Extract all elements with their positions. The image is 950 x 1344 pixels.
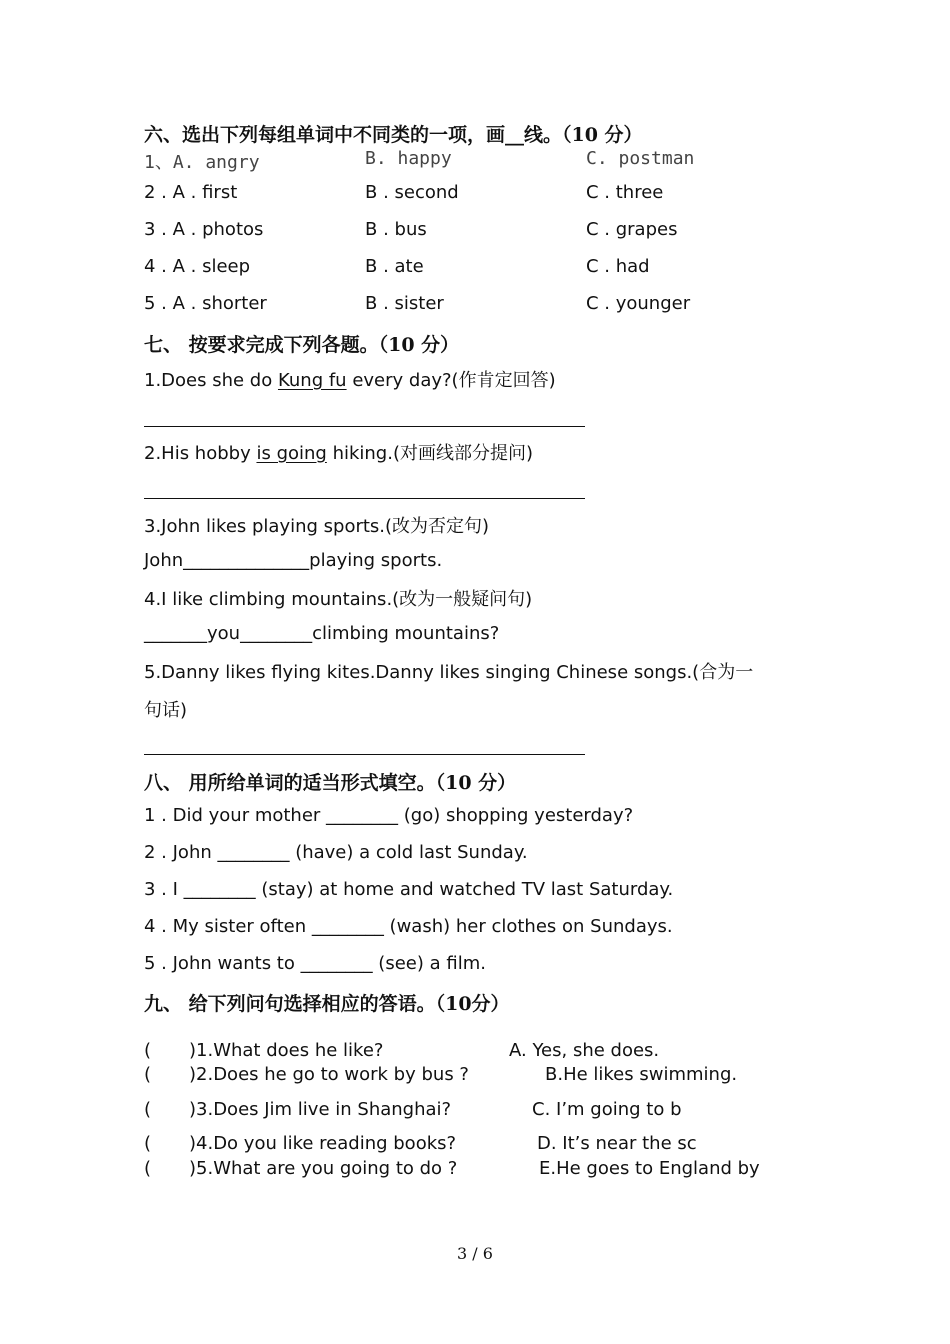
s8-item1: 1 . Did your mother ________ (go) shopping yesterday? [144,805,634,826]
s7-q1-pre: 1.Does she do [144,370,278,391]
section6-title: 六、选出下列每组单词中不同类的一项，画__线。（10 分） [144,124,643,146]
s7-q2 [144,439,533,465]
s7-q1-answer-line[interactable] [144,426,585,427]
s7-q5-line1: 5.Danny likes flying kites.Danny likes singing Chinese songs.(合为一 [144,662,754,683]
s9-row4-paren[interactable]: ( [144,1133,152,1154]
s7-q1 [144,366,556,392]
s9-row2-question: )2.Does he go to work by bus ? [189,1064,469,1085]
s9-row5-question: )5.What are you going to do ? [189,1158,458,1179]
s6-row3-b: B . bus [365,219,427,240]
s6-row1-a: 1、A. angry [144,152,260,173]
s9-row1-paren[interactable]: ( [144,1040,152,1061]
s9-row2-answer: B.He likes swimming. [545,1064,738,1085]
section9-title: 九、 给下列问句选择相应的答语。（10分） [144,993,510,1015]
s7-q4: 4.I like climbing mountains.(改为一般疑问句) [144,589,533,610]
s7-q1-post: every day?(作肯定回答) [346,370,556,391]
s7-q3: 3.John likes playing sports.(改为否定句) [144,516,490,537]
s8-item5: 5 . John wants to ________ (see) a film. [144,953,486,974]
s9-row5-answer: E.He goes to England by [539,1158,760,1179]
s9-row3-answer: C. I’m going to b [532,1099,682,1120]
s6-row2-c: C . three [586,182,664,203]
s7-q2-answer-line[interactable] [144,498,585,499]
s8-item4: 4 . My sister often ________ (wash) her clothes on Sundays. [144,916,673,937]
s9-row2-paren[interactable]: ( [144,1064,152,1085]
s7-q2-pre: 2.His hobby [144,443,257,464]
s9-row1-question: )1.What does he like? [189,1040,384,1061]
s9-row4-question: )4.Do you like reading books? [189,1133,457,1154]
s7-q4-answer[interactable]: _______you________climbing mountains? [144,623,500,644]
section8-title: 八、 用所给单词的适当形式填空。（10 分） [144,772,517,794]
s6-row1-c: C. postman [586,148,695,169]
s6-row2-a: 2 . A . first [144,182,238,203]
s8-item3: 3 . I ________ (stay) at home and watched TV last Saturday. [144,879,674,900]
s7-q2-underlined: is going [256,443,327,464]
s9-row3-paren[interactable]: ( [144,1099,152,1120]
s7-q3-answer[interactable]: John______________playing sports. [144,550,443,571]
s9-row4-answer: D. It’s near the sc [537,1133,697,1154]
s6-row1-b: B. happy [365,148,452,169]
s6-row5-a: 5 . A . shorter [144,293,267,314]
s9-row3-question: )3.Does Jim live in Shanghai? [189,1099,452,1120]
s6-row5-c: C . younger [586,293,691,314]
s7-q2-post: hiking.(对画线部分提问) [326,443,533,464]
s6-row4-b: B . ate [365,256,424,277]
s6-row2-b: B . second [365,182,459,203]
s9-row5-paren[interactable]: ( [144,1158,152,1179]
s6-row3-a: 3 . A . photos [144,219,264,240]
page-number: 3 / 6 [457,1244,493,1263]
s6-row3-c: C . grapes [586,219,678,240]
s6-row5-b: B . sister [365,293,444,314]
s9-row1-answer: A. Yes, she does. [509,1040,660,1061]
s8-item2: 2 . John ________ (have) a cold last Sunday. [144,842,528,863]
s6-row4-c: C . had [586,256,650,277]
s7-q5-line2: 句话) [144,700,188,721]
s6-row4-a: 4 . A . sleep [144,256,251,277]
s7-q5-answer-line[interactable] [144,754,585,755]
s7-q1-underlined: Kung fu [277,370,347,391]
section7-title: 七、 按要求完成下列各题。（10 分） [144,334,460,356]
